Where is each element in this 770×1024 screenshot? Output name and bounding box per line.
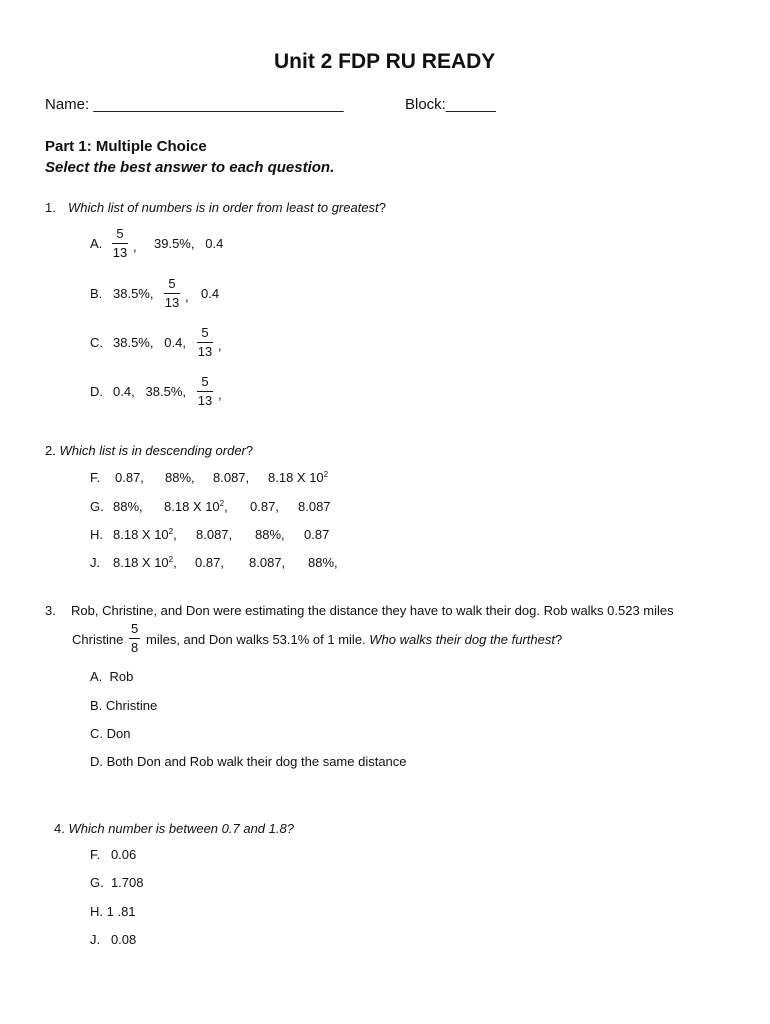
q2-option-f-b: 88%, — [165, 470, 195, 485]
q1-option-c-letter[interactable]: C. — [90, 335, 103, 350]
q2-option-h-letter[interactable]: H. — [90, 527, 103, 542]
q3-number: 3. — [45, 603, 56, 618]
q1-option-b-rest: 0.4 — [201, 286, 220, 301]
q2-option-h-a: 8.18 X $10^2$, — [113, 527, 177, 542]
q1-option-d-letter[interactable]: D. — [90, 384, 103, 399]
q2-option-g-c: 0.87, — [250, 499, 279, 514]
q1-number: 1. — [45, 200, 56, 215]
q2-option-f-d: 8.18 X $10^2$ — [268, 470, 329, 485]
q2-option-j-letter[interactable]: J. — [90, 555, 101, 570]
q2-option-g-d: 8.087 — [298, 499, 331, 514]
part1-instructions: Select the best answer to each question. — [45, 159, 335, 176]
q2-option-j-d: 88%, — [308, 555, 338, 570]
q1-option-b-comma: , — [185, 289, 189, 304]
q3-line1: Rob, Christine, and Don were estimating the distance they have to walk their dog. Rob walks 0.523 miles — [71, 603, 674, 618]
name-field-label: Name: ______________________________ — [45, 96, 344, 113]
q2-option-f-c: 8.087, — [213, 470, 250, 485]
q3-option-d[interactable]: D. Both Don and Rob walk their dog the same distance — [90, 754, 407, 769]
q3-option-b[interactable]: B. Christine — [90, 698, 158, 713]
q2-option-h-c: 88%, — [255, 527, 285, 542]
q1-option-a-comma: , — [133, 239, 137, 254]
q3-line2-start: Christine — [72, 632, 124, 647]
q4-option-g[interactable]: G. 1.708 — [90, 875, 144, 890]
q1-option-a-rest: 39.5%, 0.4 — [154, 236, 224, 251]
q2-option-f-letter[interactable]: F. — [90, 470, 101, 485]
q1-option-d-comma: , — [218, 387, 222, 402]
q2-option-g-a: 88%, — [113, 499, 143, 514]
q2-prompt: 2. Which list is in descending order? — [45, 443, 254, 458]
q2-option-g-letter[interactable]: G. — [90, 499, 104, 514]
q3-line2-rest: miles, and Don walks 53.1% of 1 mile. Who walks their dog the furthest? — [146, 632, 563, 647]
q4-option-j[interactable]: J. 0.08 — [90, 932, 137, 947]
q1-option-c-lead: 38.5%, 0.4, — [113, 335, 186, 350]
q1-option-a-letter[interactable]: A. — [90, 236, 103, 251]
block-field-label: Block:______ — [405, 96, 496, 113]
page-title: Unit 2 FDP RU READY — [274, 50, 496, 73]
q1-option-c-comma: , — [218, 338, 222, 353]
q1-option-c-fraction: 5 13 — [197, 325, 213, 359]
q1-option-b-fraction: 5 13 — [164, 276, 180, 310]
q2-option-j-a: 8.18 X $10^2$, — [113, 555, 177, 570]
q1-prompt: Which list of numbers is in order from least to greatest? — [68, 200, 386, 215]
q4-option-f[interactable]: F. 0.06 — [90, 847, 137, 862]
q1-option-a-fraction: 5 13 — [112, 226, 128, 260]
q3-option-c[interactable]: C. Don — [90, 726, 131, 741]
q2-option-g-b: 8.18 X $10^2$, — [164, 499, 228, 514]
q2-option-j-b: 0.87, — [195, 555, 224, 570]
part1-heading: Part 1: Multiple Choice — [45, 138, 207, 155]
q3-option-a[interactable]: A. Rob — [90, 669, 134, 684]
q1-option-d-lead: 0.4, 38.5%, — [113, 384, 186, 399]
q4-option-h[interactable]: H. 1 .81 — [90, 904, 136, 919]
q2-option-h-b: 8.087, — [196, 527, 233, 542]
q2-option-h-d: 0.87 — [304, 527, 330, 542]
q1-option-b-letter[interactable]: B. — [90, 286, 103, 301]
q2-option-f-a: 0.87, — [115, 470, 144, 485]
q1-option-d-fraction: 5 13 — [197, 374, 213, 408]
q3-fraction: 5 8 — [131, 621, 139, 655]
q1-option-b-lead: 38.5%, — [113, 286, 154, 301]
q2-option-j-c: 8.087, — [249, 555, 286, 570]
q4-prompt: 4. Which number is between 0.7 and 1.8? — [54, 821, 294, 836]
